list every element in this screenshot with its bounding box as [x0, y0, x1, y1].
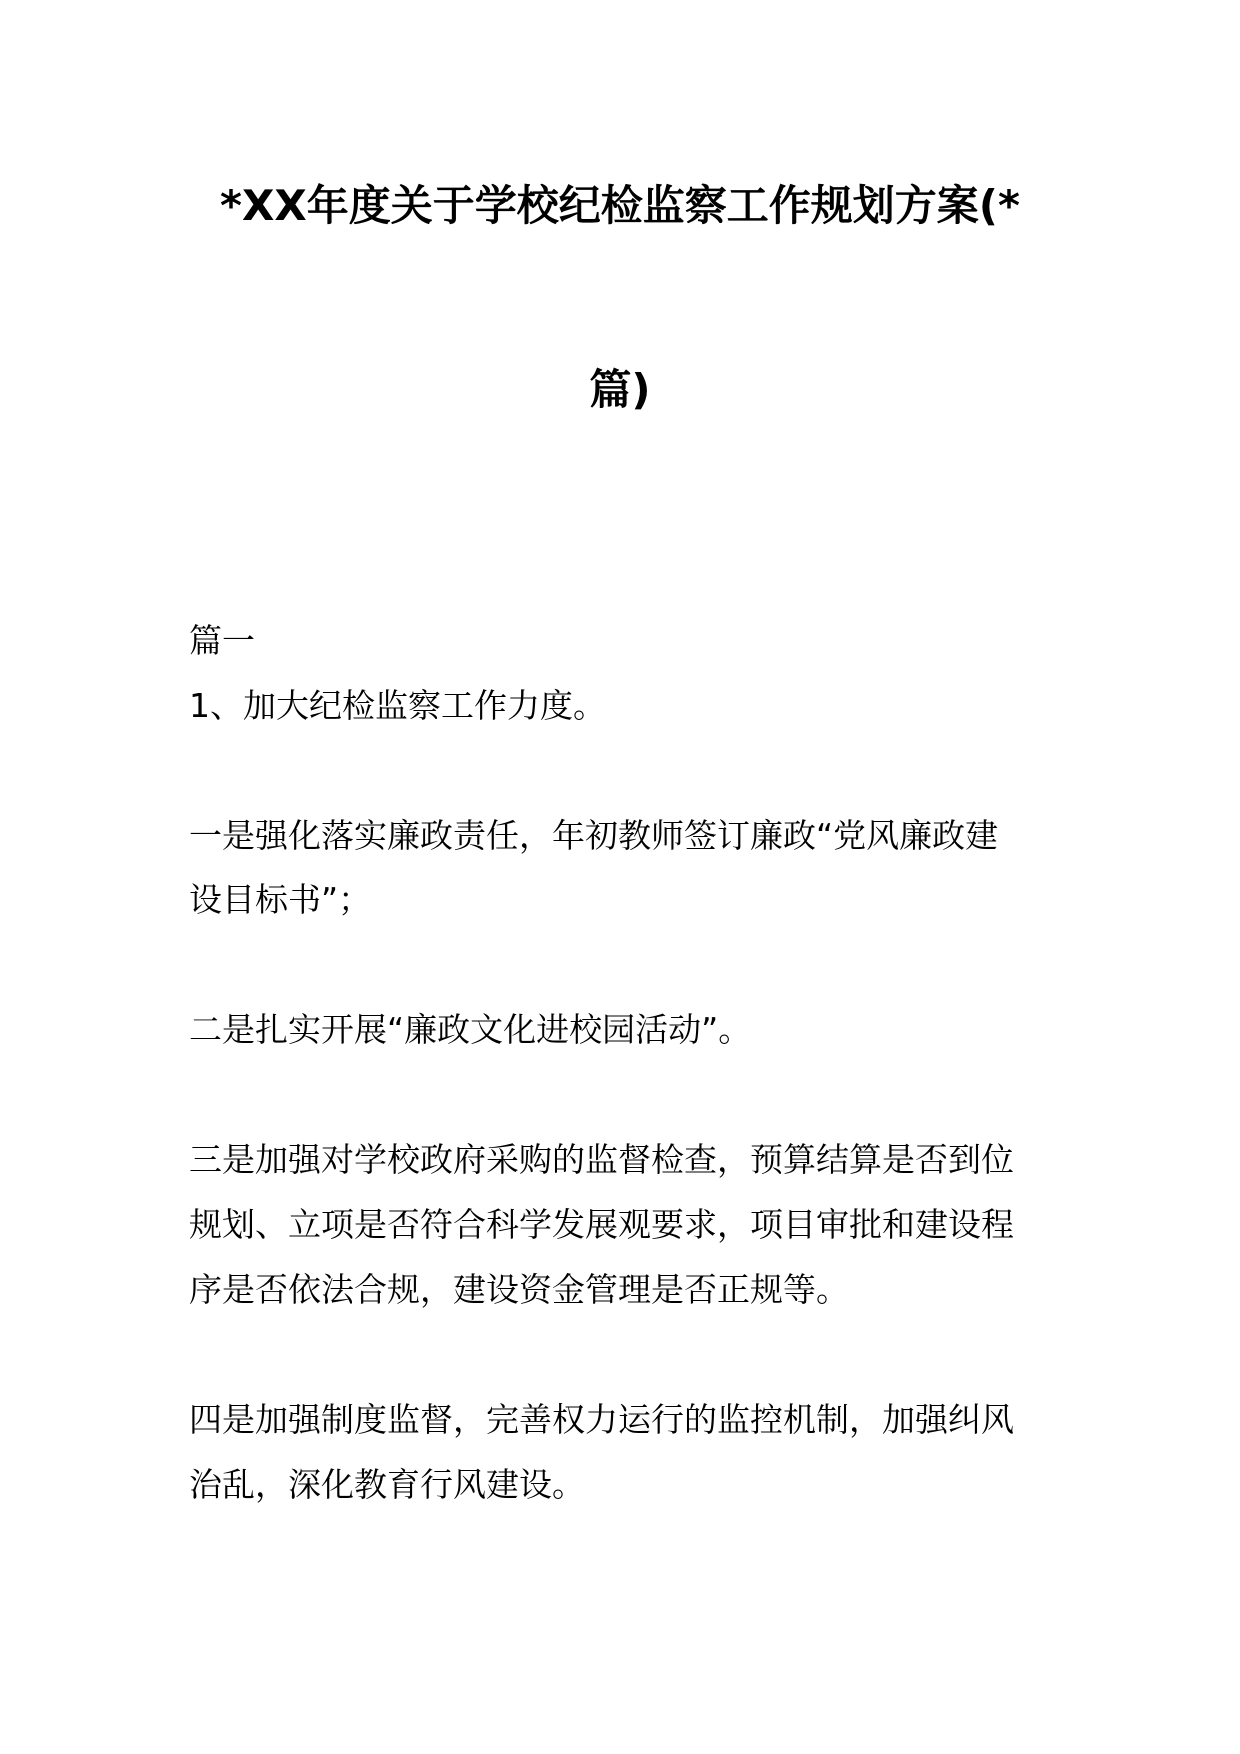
paragraph-4-line-1: 四是加强制度监督，完善权力运行的监控机制，加强纠风	[189, 1400, 1014, 1439]
item-heading: 1、加大纪检监察工作力度。	[189, 686, 606, 725]
document-title-line-1: *XX年度关于学校纪检监察工作规划方案(*	[220, 181, 1020, 230]
paragraph-3-line-1: 三是加强对学校政府采购的监督检查，预算结算是否到位	[189, 1140, 1014, 1179]
paragraph-4-line-2: 治乱，深化教育行风建设。	[189, 1465, 585, 1504]
paragraph-3-line-3: 序是否依法合规，建设资金管理是否正规等。	[189, 1270, 849, 1309]
document-title-line-2: 篇)	[589, 365, 651, 414]
paragraph-3-line-2: 规划、立项是否符合科学发展观要求，项目审批和建设程	[189, 1205, 1014, 1244]
paragraph-1-line-2: 设目标书”；	[189, 880, 372, 919]
paragraph-2-line-1: 二是扎实开展“廉政文化进校园活动”。	[189, 1010, 752, 1049]
section-label: 篇一	[189, 621, 255, 660]
paragraph-1-line-1: 一是强化落实廉政责任，年初教师签订廉政“党风廉政建	[189, 816, 999, 855]
